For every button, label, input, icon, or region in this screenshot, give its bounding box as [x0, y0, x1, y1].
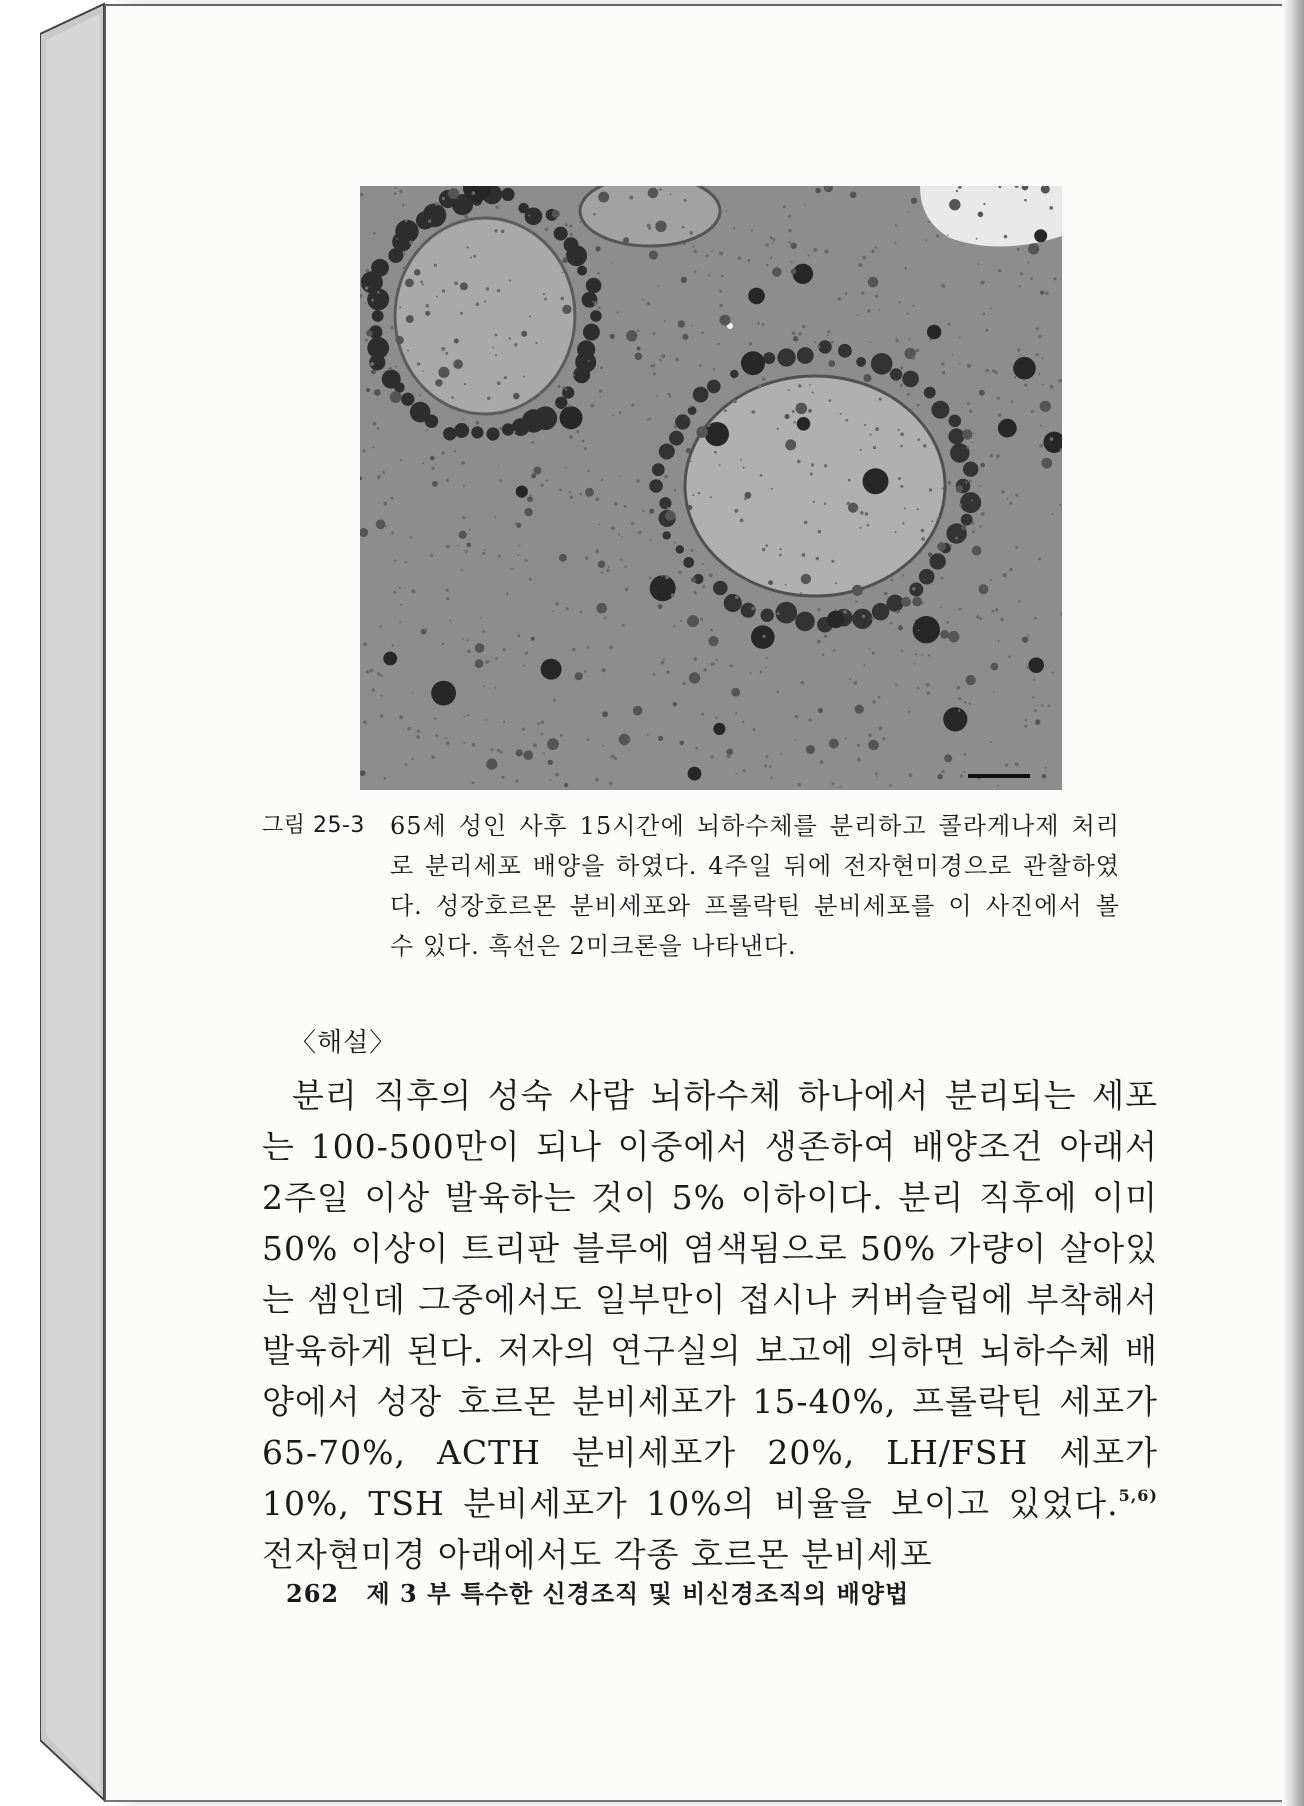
section-title: 〈해설〉	[290, 1028, 397, 1058]
figure-label: 그림 25-3	[262, 813, 365, 838]
body-text-tail: 전자현미경 아래에서도 각종 호르몬 분비세포	[262, 1535, 933, 1574]
figure-caption-text: 65세 성인 사후 15시간에 뇌하수체를 분리하고 콜라게나제 처리로 분리세포 배양을 하였다. 4주일 뒤에 전자현미경으로 관찰하였다. 성장호르몬 분비세포와 프롤락틴 분비세포를 이 사진에서 볼 수 있다. 흑선은 2미크론을 나타낸다.	[390, 812, 1120, 960]
page-footer	[286, 1574, 909, 1609]
running-title: 제 3 부 특수한 신경조직 및 비신경조직의 배양법	[366, 1579, 910, 1608]
body-text-main: 분리 직후의 성숙 사람 뇌하수체 하나에서 분리되는 세포는 100-500만이 되나 이중에서 생존하여 배양조건 아래서 2주일 이상 발육하는 것이 5% 이하이다. 분리 직후에 이미 50% 이상이 트리판 블루에 염색됨으로 50% 가량이 살아있는 셈인데 그중에서도 일부만이 접시나 커버슬립에 부착해서 발육하게 된다. 저자의 연구실의 보고에 의하면 뇌하수체 배양에서 성장 호르몬 분비세포가 15-40%, 프롤락틴 세포가 65-70%, ACTH 분비세포가 20%, LH/FSH 세포가 10%, TSH 분비세포가 10%의 비율을 보이고 있었다.	[262, 1076, 1158, 1523]
page-edge-shadow	[1282, 0, 1304, 1806]
body-paragraph	[262, 1070, 1158, 1580]
reference-marker: 5,6)	[1118, 1486, 1158, 1505]
page-number: 262	[286, 1579, 340, 1608]
electron-micrograph	[360, 186, 1062, 790]
book-spine	[40, 0, 106, 1806]
